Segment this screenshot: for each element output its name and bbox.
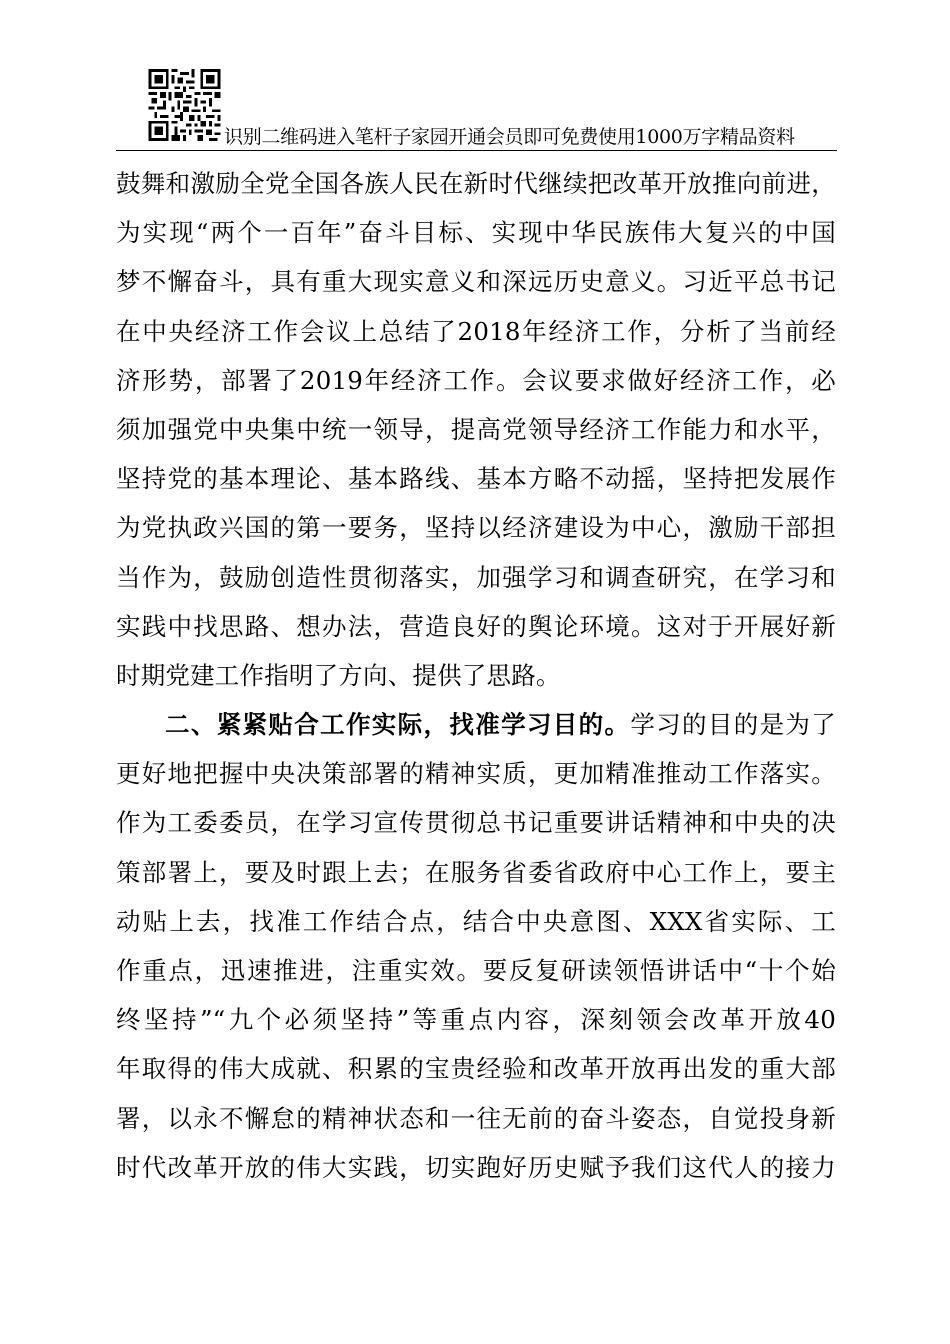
body-line: 为实现“两个一百年”奋斗目标、实现中华民族伟大复兴的中国 bbox=[116, 218, 836, 248]
body-line: 为党执政兴国的第一要务，坚持以经济建设为中心，激励干部担 bbox=[116, 513, 836, 543]
body-line: 动贴上去，找准工作结合点，结合中央意图、XXX省实际、工 bbox=[116, 906, 836, 936]
body-line: 更好地把握中央决策部署的精神实质，更加精准推动工作落实。 bbox=[116, 759, 836, 789]
body-line: 须加强党中央集中统一领导，提高党领导经济工作能力和水平， bbox=[116, 414, 836, 444]
section-2-heading: 二、紧紧贴合工作实际，找准学习目的。 bbox=[165, 710, 631, 740]
section-2-first-line bbox=[116, 700, 836, 749]
body-line: 时期党建工作指明了方向、提供了思路。 bbox=[116, 660, 561, 690]
body-line: 终坚持”“九个必须坚持”等重点内容，深刻领会改革开放40 bbox=[116, 1005, 836, 1035]
body-line: 年取得的伟大成就、积累的宝贵经验和改革开放再出发的重大部 bbox=[116, 1054, 836, 1084]
body-line: 署，以永不懈怠的精神状态和一往无前的奋斗姿态，自觉投身新 bbox=[116, 1103, 836, 1133]
document-body bbox=[116, 159, 836, 1192]
header-banner: 识别二维码进入笔杆子家园开通会员即可免费使用1000万字精品资料 bbox=[224, 126, 795, 148]
body-line: 梦不懈奋斗，具有重大现实意义和深远历史意义。习近平总书记 bbox=[116, 267, 836, 297]
body-line: 当作为，鼓励创造性贯彻落实，加强学习和调查研究，在学习和 bbox=[116, 562, 836, 592]
body-line: 坚持党的基本理论、基本路线、基本方略不动摇，坚持把发展作 bbox=[116, 464, 836, 494]
body-line: 鼓舞和激励全党全国各族人民在新时代继续把改革开放推向前进， bbox=[116, 169, 836, 198]
body-line: 作为工委委员，在学习宣传贯彻总书记重要讲话精神和中央的决 bbox=[116, 808, 836, 838]
body-line: 时代改革开放的伟大实践，切实跑好历史赋予我们这代人的接力 bbox=[116, 1152, 836, 1182]
section-2-first-rest: 学习的目的是为了 bbox=[630, 710, 836, 740]
body-line: 策部署上，要及时跟上去；在服务省委省政府中心工作上，要主 bbox=[116, 857, 836, 887]
body-line: 作重点，迅速推进，注重实效。要反复研读领悟讲话中“十个始 bbox=[116, 956, 836, 985]
body-line: 济形势，部署了2019年经济工作。会议要求做好经济工作，必 bbox=[116, 365, 836, 395]
body-line: 在中央经济工作会议上总结了2018年经济工作，分析了当前经 bbox=[116, 316, 836, 346]
qr-code-icon[interactable] bbox=[147, 69, 222, 141]
body-line: 实践中找思路、想办法，营造良好的舆论环境。这对于开展好新 bbox=[116, 611, 836, 641]
header-divider bbox=[116, 150, 837, 151]
